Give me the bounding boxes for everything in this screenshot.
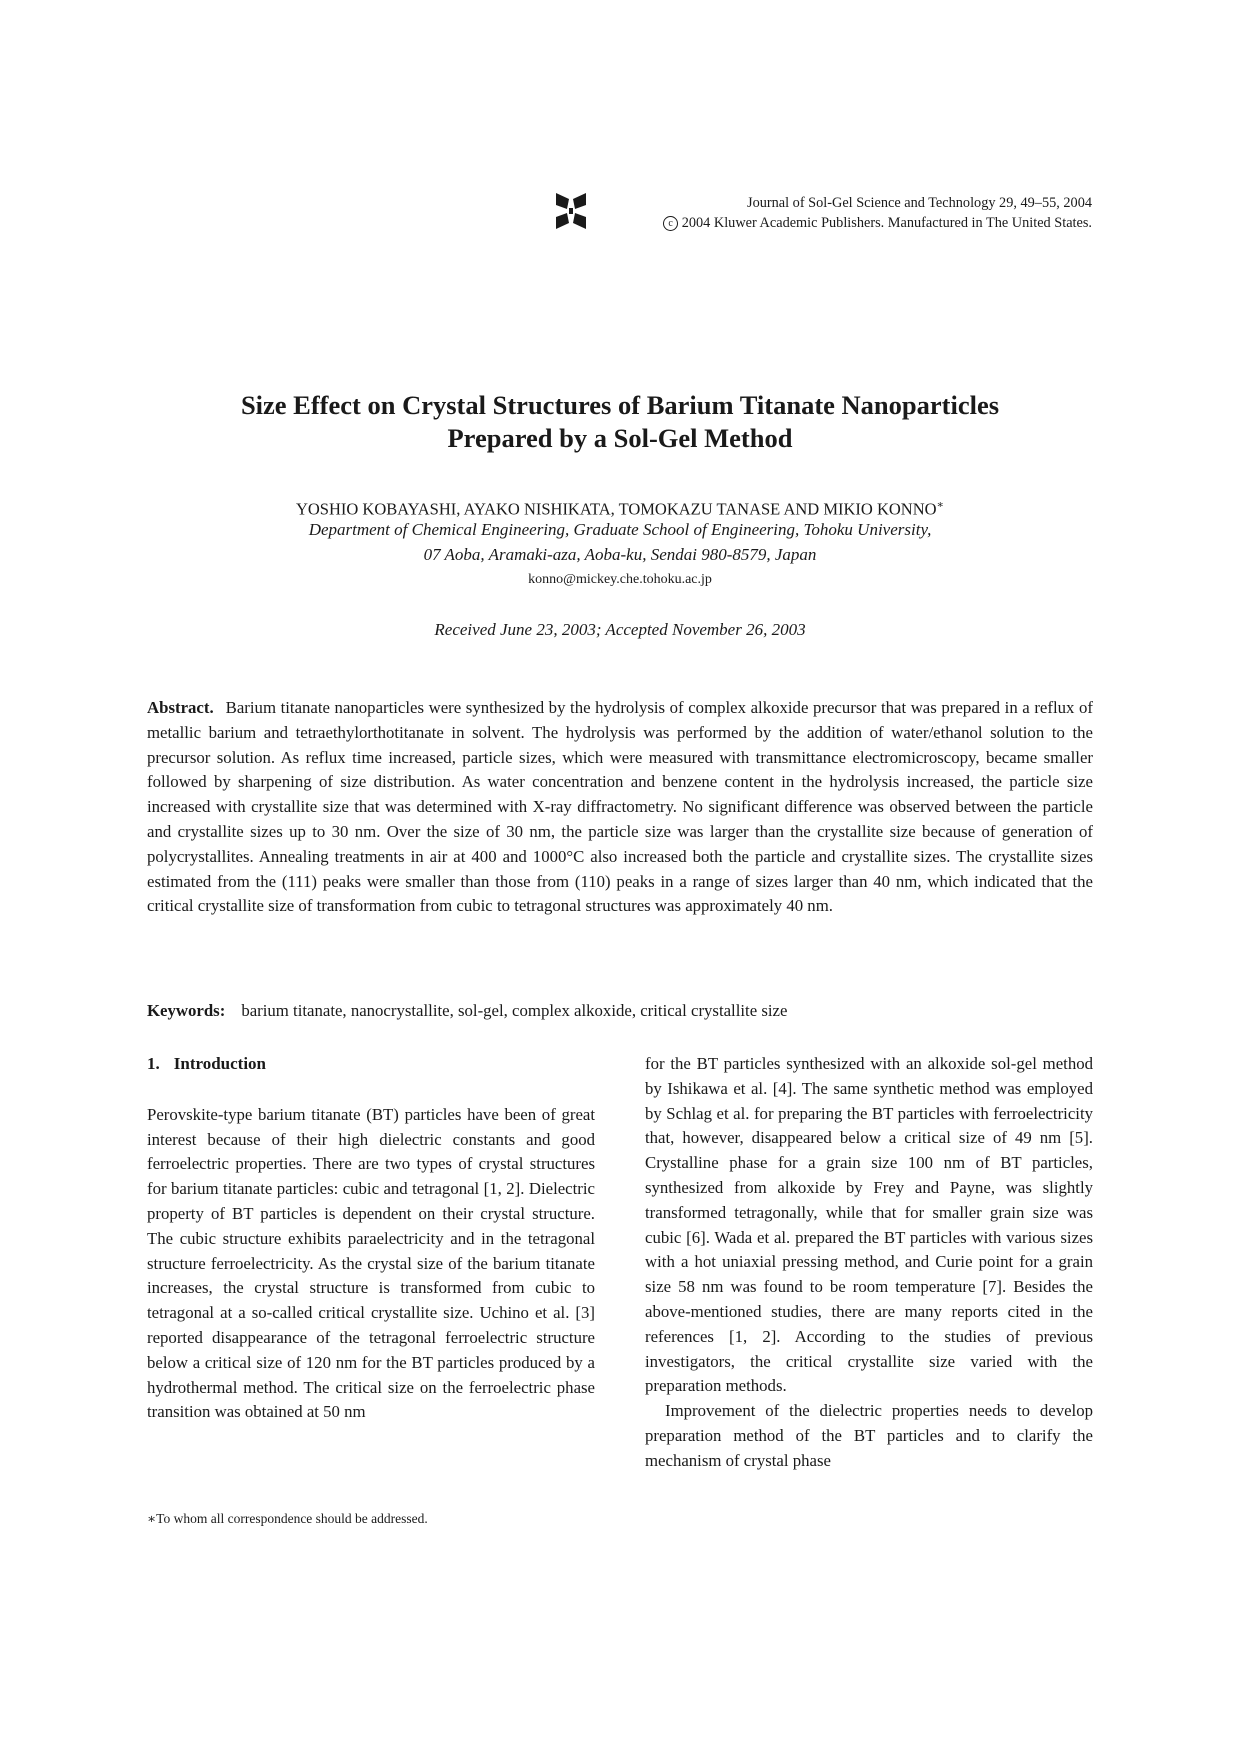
abstract-text: Barium titanate nanoparticles were synthesized by the hydrolysis of complex alkoxide precursor that was prepared in a reflux of metallic barium and tetraethylorthotitanate in solvent. The hydrolysis was performed by the addition of water/ethanol solution to the precursor solution. As reflux time increased, particle sizes, which were measured with transmittance electromicroscopy, became smaller followed by sharpening of size distribution. As water concentration and benzene content in the hydrolysis increased, the particle size increased with crystallite size that was determined with X-ray diffractometry. No significant difference was observed between the particle and crystallite sizes up to 30 nm. Over the size of 30 nm, the particle size was larger than the crystallite size because of generation of polycrystallites. Annealing treatments in air at 400 and 1000°C also increased both the particle and crystallite sizes. The crystallite sizes estimated from the (111) peaks were smaller than those from (110) peaks in a range of sizes larger than 40 nm, which indicated that the critical crystallite size of transformation from cubic to tetragonal structures was approximately 40 nm. <box>147 698 1093 916</box>
paper-title <box>150 389 1090 455</box>
publisher-logo-icon <box>554 189 588 233</box>
affiliation-line-1: Department of Chemical Engineering, Graduate School of Engineering, Tohoku University, <box>308 520 932 539</box>
copyright-text: 2004 Kluwer Academic Publishers. Manufactured in The United States. <box>681 215 1092 231</box>
affiliation-line-2: 07 Aoba, Aramaki-aza, Aoba-ku, Sendai 980-8579, Japan <box>423 545 817 564</box>
corresponding-author-mark: ∗ <box>936 499 945 511</box>
keywords <box>147 999 1093 1023</box>
section-title: Introduction <box>173 1054 267 1073</box>
section-number: 1. <box>147 1054 160 1073</box>
contact-email: konno@mickey.che.tohoku.ac.jp <box>528 572 712 587</box>
intro-paragraph-1-continued: for the BT particles synthesized with an alkoxide sol-gel method by Ishikawa et al. [4]. The same synthetic method was employed by Schlag et al. for preparing the BT particles with ferroelectricity that, however, disappeared below a critical size of 49 nm [5]. Crystalline phase for a grain size 100 nm of BT particles, synthesized from alkoxide by Frey and Payne, was slightly transformed tetragonally, while that for smaller grain size was cubic [6]. Wada et al. prepared the BT particles with various sizes with a hot uniaxial pressing method, and Curie point for a grain size 58 nm was found to be room temperature [7]. Besides the above-mentioned studies, there are many reports cited in the references [1, 2]. According to the studies of previous investigators, the critical crystallite size varied with the preparation methods. <box>645 1054 1093 1396</box>
title-line-2: Prepared by a Sol-Gel Method <box>447 423 793 453</box>
author-names: YOSHIO KOBAYASHI, AYAKO NISHIKATA, TOMOKAZU TANASE AND MIKIO KONNO <box>295 499 937 519</box>
footnote: ∗To whom all correspondence should be addressed. <box>147 1511 428 1526</box>
left-column <box>147 1052 595 1425</box>
copyright-line <box>663 213 1092 233</box>
right-column <box>645 1052 1093 1474</box>
received-dates: Received June 23, 2003; Accepted November 26, 2003 <box>434 620 806 639</box>
keywords-label: Keywords: <box>147 1001 226 1020</box>
copyright-symbol: c <box>663 216 678 231</box>
intro-paragraph-1: Perovskite-type barium titanate (BT) particles have been of great interest because of their high dielectric constants and good ferroelectric properties. There are two types of crystal structures for barium titanate particles: cubic and tetragonal [1, 2]. Dielectric property of BT particles is dependent on their crystal structure. The cubic structure exhibits paraelectricity and in the tetragonal structure ferroelectricity. As the crystal size of the barium titanate increases, the crystal structure is transformed from cubic to tetragonal at a so-called critical crystallite size. Uchino et al. [3] reported disappearance of the tetragonal ferroelectric structure below a critical size of 120 nm for the BT particles produced by a hydrothermal method. The critical size on the ferroelectric phase transition was obtained at 50 nm <box>147 1104 595 1422</box>
keywords-text: barium titanate, nanocrystallite, sol-gel, complex alkoxide, critical crystallite size <box>241 1001 788 1020</box>
title-line-1: Size Effect on Crystal Structures of Barium Titanate Nanoparticles <box>240 390 1000 420</box>
journal-citation: Journal of Sol-Gel Science and Technology 29, 49–55, 2004 <box>747 195 1092 211</box>
intro-paragraph-2: Improvement of the dielectric properties needs to develop preparation method of the BT particles and to clarify the mechanism of crystal phase <box>645 1401 1093 1470</box>
section-heading <box>147 1052 595 1077</box>
affiliation <box>150 517 1090 567</box>
abstract-label: Abstract. <box>147 698 214 717</box>
journal-header <box>554 189 1092 237</box>
abstract <box>147 696 1093 919</box>
